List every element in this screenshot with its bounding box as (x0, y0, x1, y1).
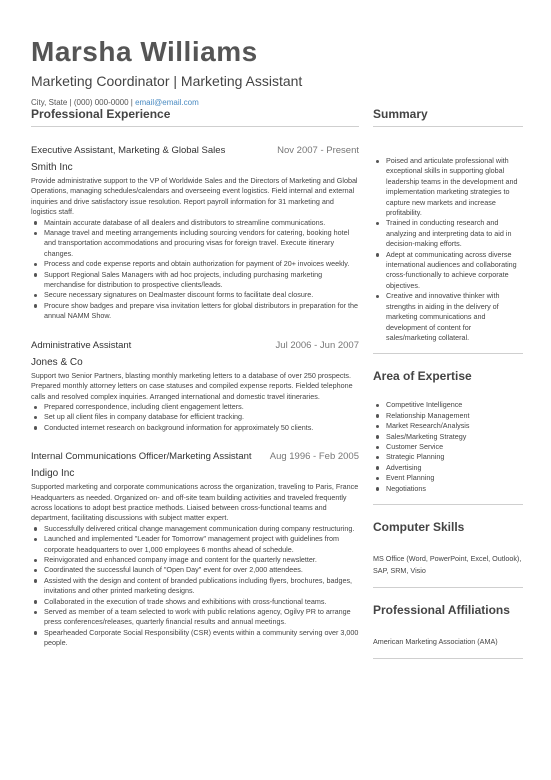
job-bullet: Served as member of a team selected to work with public relations agency, Ogilvy PR to arrange press conferences/releases, quarterly financial results and annual meetings. (31, 607, 359, 628)
job-bullet: Manage travel and meeting arrangements including sourcing vendors for catering, booking hotel and transportation accommodations and procuring visas for foreign travel. Execute itinerary changes. (31, 228, 359, 259)
list-item: Market Research/Analysis (373, 421, 523, 431)
job-description: Support two Senior Partners, blasting monthly marketing letters to a database of over 250 prospects. Prepared monthly attorney letters on case statuses and compiled expense reports. Fielded telephone calls and resolved complex inquiries. Arranged international and domestic travel itineraries. (31, 370, 353, 401)
summary-section-title: Summary (373, 106, 523, 127)
list-item: Sales/Marketing Strategy (373, 432, 523, 442)
job-bullet: Spearheaded Corporate Social Responsibility (CSR) events within a community serving over 3,000 people. (31, 628, 359, 649)
affiliations-section (373, 602, 523, 659)
expertise-list (373, 400, 523, 494)
job-bullet: Successfully delivered critical change management communication during company restructuring. (31, 524, 359, 534)
list-item: Poised and articulate professional with exceptional skills in supporting global leadership teams in the development and implementation marketing strategies to capture new markets and increase profitability. (373, 156, 523, 218)
job-bullet: Process and code expense reports and obtain authorization for payment of 20+ invoices weekly. (31, 259, 359, 269)
list-item: Trained in conducting research and analyzing and interpreting data to aid in decision-making efforts. (373, 218, 523, 249)
job-bullet: Collaborated in the execution of trade shows and exhibitions with cross-functional teams. (31, 597, 359, 607)
job-bullets (31, 402, 359, 433)
summary-divider (373, 353, 523, 354)
affiliations-divider (373, 658, 523, 659)
affiliations-text: American Marketing Association (AMA) (373, 636, 498, 646)
skills-section (373, 519, 523, 588)
candidate-name: Marsha Williams (31, 36, 258, 67)
expertise-section (373, 368, 523, 505)
job-description: Provide administrative support to the VP of Worldwide Sales and the Directors of Marketing and Global Operations, managing schedules/calendars and overseeing event logistics. Field internal and external inquiries and drive satisfactory issue resolution. Report payroll information for 31 marketing and logistics staff. (31, 176, 358, 217)
job-bullet: Reinvigorated and enhanced company image and content for the quarterly newsletter. (31, 555, 359, 565)
candidate-subtitle: Marketing Coordinator | Marketing Assistant (31, 73, 303, 89)
company-name: Jones & Co (31, 356, 83, 368)
job-bullet: Coordinated the successful launch of "Open Day" event for over 2,000 attendees. (31, 565, 359, 575)
job-bullet: Launched and implemented "Leader for Tomorrow" management project with guidelines from corporate headquarters to over 1,000 employees 6 months ahead of schedule. (31, 534, 359, 555)
list-item: Event Planning (373, 473, 523, 483)
list-item: Creative and innovative thinker with strengths in aiding in the delivery of marketing communications and development of content for sales/marketing collateral. (373, 291, 523, 343)
job-bullet: Procure show badges and prepare visa invitation letters for global distributors in preparation for the annual NAMM Show. (31, 301, 359, 322)
list-item: Strategic Planning (373, 452, 523, 462)
affiliations-section-title: Professional Affiliations (373, 602, 510, 617)
job-bullet: Conducted internet research on background information for approximately 50 clients. (31, 423, 359, 433)
list-item: Advertising (373, 463, 523, 473)
job-entry (31, 340, 359, 433)
job-title: Internal Communications Officer/Marketing Assistant (31, 451, 252, 463)
expertise-divider (373, 504, 523, 505)
email-link[interactable]: email@email.com (135, 98, 199, 107)
job-header (31, 145, 359, 157)
job-bullet: Maintain accurate database of all dealers and distributors to streamline communications. (31, 218, 359, 228)
resume-header (31, 36, 531, 108)
job-bullet: Set up all client files in company database for efficient tracking. (31, 412, 359, 422)
job-bullet: Prepared correspondence, including client engagement letters. (31, 402, 359, 412)
job-entry (31, 451, 359, 649)
job-entry (31, 145, 359, 322)
right-column (373, 106, 523, 659)
job-bullet: Secure necessary signatures on Dealmaster discount forms to facilitate deal closure. (31, 290, 359, 300)
job-bullet: Support Regional Sales Managers with ad hoc projects, including purchasing marketing merchandise for distribution to prospective clients/leads. (31, 270, 359, 291)
job-bullets (31, 524, 359, 649)
job-date: Aug 1996 - Feb 2005 (269, 451, 359, 463)
list-item: Customer Service (373, 442, 523, 452)
job-description: Supported marketing and corporate communications across the organization, traveling to Paris, France Headquarters as needed. Organized on- and off-site team building activities and traveled frequently across locations to adopt best practice methods. Liaised between cross-functional teams and department, facilitating discussions with subject matter expert. (31, 482, 359, 523)
skills-text: MS Office (Word, PowerPoint, Excel, Outlook), SAP, SRM, Visio (373, 553, 522, 575)
summary-list (373, 156, 523, 343)
company-name: Smith Inc (31, 162, 73, 173)
list-item: Competitive Intelligence (373, 400, 523, 410)
job-title: Executive Assistant, Marketing & Global Sales (31, 145, 226, 156)
job-title: Administrative Assistant (31, 339, 132, 351)
contact-info: City, State | (000) 000-0000 | (31, 98, 136, 107)
company-name: Indigo Inc (31, 468, 75, 480)
job-header (31, 340, 359, 352)
skills-section-title: Computer Skills (373, 519, 465, 534)
job-date: Nov 2007 - Present (277, 145, 359, 156)
job-date: Jul 2006 - Jun 2007 (275, 339, 359, 351)
job-bullet: Assisted with the design and content of branded publications including flyers, brochures, badges, invitations and other printed marketing designs. (31, 576, 359, 597)
job-bullets (31, 218, 359, 322)
list-item: Relationship Management (373, 411, 523, 421)
jobs-list (31, 145, 359, 649)
list-item: Adept at communicating across diverse international audiences and collaborating cross-functionally to achieve corporate objectives. (373, 250, 523, 292)
expertise-section-title: Area of Expertise (373, 369, 472, 384)
list-item: Negotiations (373, 484, 523, 494)
experience-section-title: Professional Experience (31, 106, 359, 127)
skills-divider (373, 587, 523, 588)
job-header (31, 451, 359, 463)
left-column (31, 106, 359, 649)
